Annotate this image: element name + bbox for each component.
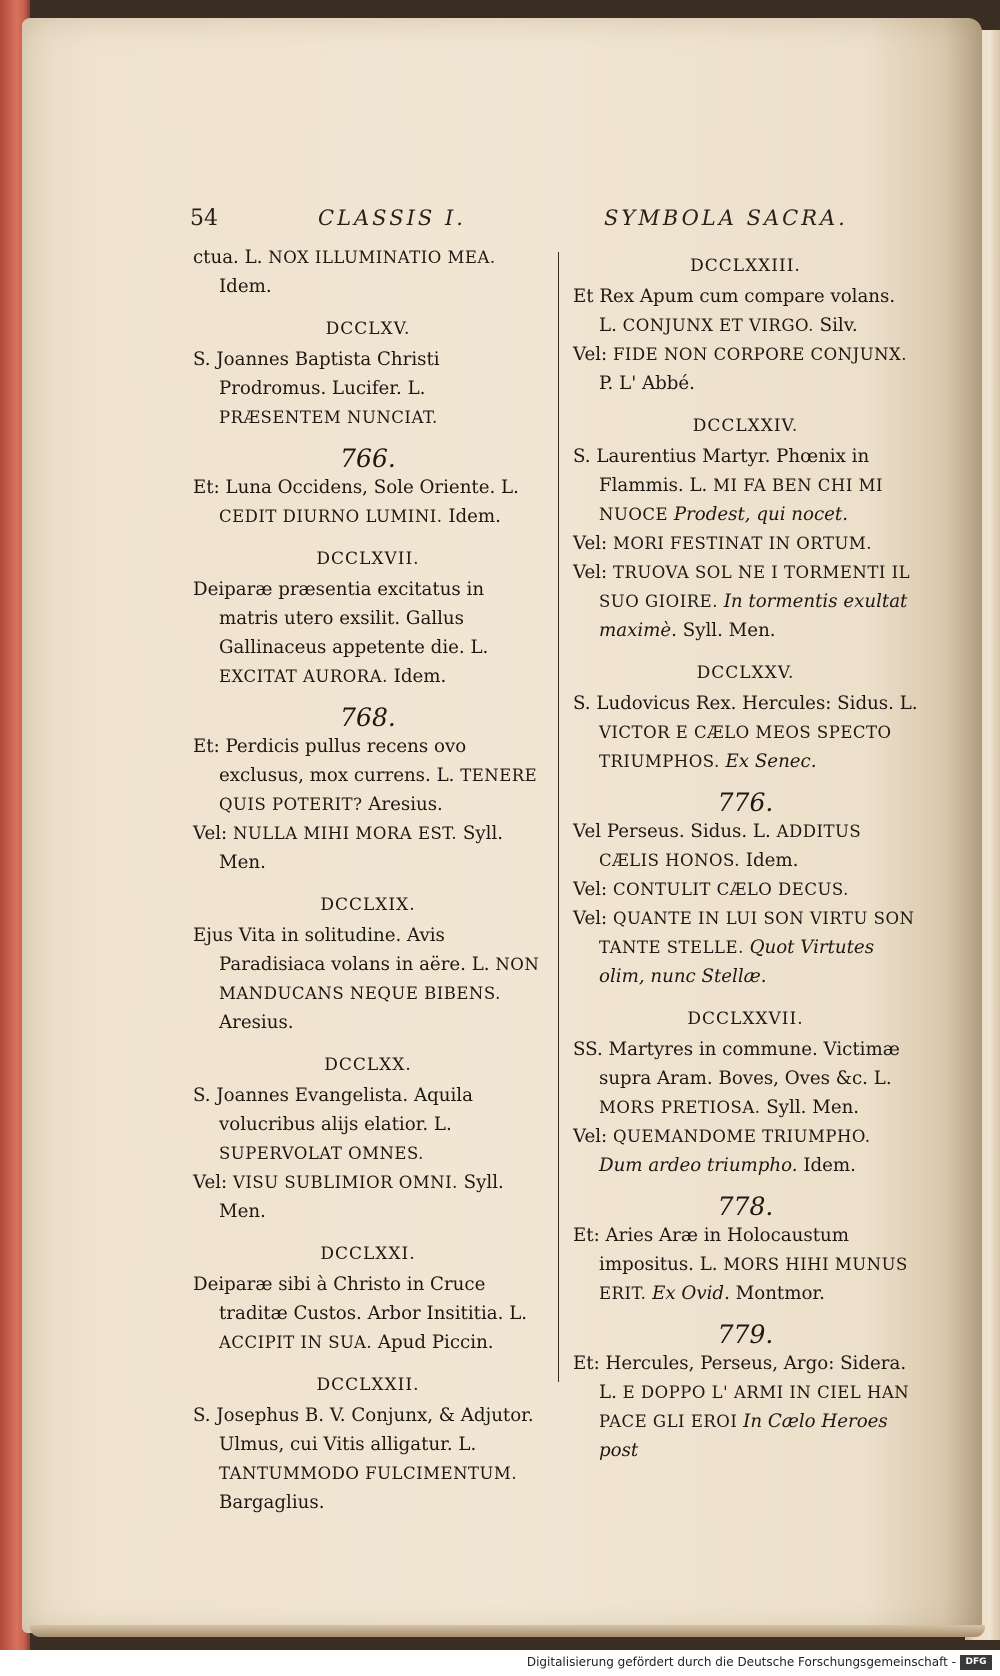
entry-text xyxy=(573,282,918,340)
dfg-logo: DFG xyxy=(960,1655,992,1670)
column-divider xyxy=(558,252,559,1382)
italic-translation: Ex Ovid. xyxy=(652,1283,730,1304)
entry-text xyxy=(193,732,543,819)
italic-translation: Prodest, qui nocet. xyxy=(673,504,848,525)
entry-number: DCCLXXIII. xyxy=(690,256,801,276)
entry-text xyxy=(573,1349,918,1465)
entry-text xyxy=(193,473,543,531)
motto: NOX ILLUMINATIO MEA. xyxy=(268,248,496,267)
entry-text xyxy=(573,904,918,991)
motto: CONJUNX ET VIRGO. xyxy=(622,316,814,335)
italic-translation: In tormentis exultat maximè. xyxy=(599,591,908,641)
entry-number: DCCLXVII. xyxy=(316,549,420,569)
entry-text xyxy=(573,1221,918,1308)
description: Vel: xyxy=(573,1126,613,1147)
description: Vel: xyxy=(573,562,613,583)
description: Vel Perseus. Sidus. L. xyxy=(573,821,777,842)
page-bottom-edge xyxy=(30,1625,985,1637)
description: Et: Luna Occidens, Sole Oriente. L. xyxy=(193,477,519,498)
motto: NON MANDUCANS NEQUE BIBENS. xyxy=(219,955,540,1003)
entry-number: DCCLXV. xyxy=(325,319,411,339)
motto: QUEMANDOME TRIUMPHO. xyxy=(612,1127,871,1146)
description: SS. Martyres in commune. Victimæ supra Aram. Boves, Oves &c. L. xyxy=(573,1039,900,1089)
description: S. Ludovicus Rex. Hercules: Sidus. L. xyxy=(573,693,918,714)
description: S. Joannes Baptista Christi Prodromus. Lucifer. L. xyxy=(193,349,440,399)
entry-text xyxy=(573,1035,918,1122)
motto: CEDIT DIURNO LUMINI. xyxy=(219,507,443,526)
motto: TANTUMMODO FULCIMENTUM. xyxy=(219,1464,518,1483)
description: Syll. Men. xyxy=(676,620,776,641)
description: S. Laurentius Martyr. Phœnix in Flammis. L. xyxy=(573,446,870,496)
entry-number: DCCLXXV. xyxy=(696,663,795,683)
motto: VISU SUBLIMIOR OMNI. xyxy=(232,1173,458,1192)
page-number: 54 xyxy=(190,206,218,231)
italic-translation: In Cælo Heroes post xyxy=(599,1411,888,1461)
description: S. Joannes Evangelista. Aquila volucribus alijs elatior. L. xyxy=(193,1085,473,1135)
motto: E DOPPO L' ARMI IN CIEL HAN PACE GLI EROI xyxy=(599,1383,910,1431)
entry-text xyxy=(193,1168,543,1226)
description: Et: Hercules, Perseus, Argo: Sidera. L. xyxy=(573,1353,907,1403)
description: Deiparæ sibi à Christo in Cruce traditæ Custos. Arbor Insititia. L. xyxy=(193,1274,528,1324)
entry-text xyxy=(573,442,918,529)
entry-number: DCCLXIX. xyxy=(320,895,416,915)
motto: ACCIPIT IN SUA. xyxy=(219,1333,373,1352)
entry-text xyxy=(193,575,543,691)
description: Syll. Men. xyxy=(760,1097,860,1118)
entry-text xyxy=(193,1270,543,1357)
italic-translation: Ex Senec. xyxy=(725,751,817,772)
description: Vel: xyxy=(573,879,613,900)
entry-text xyxy=(193,921,543,1037)
italic-translation: Dum ardeo triumpho. xyxy=(599,1155,798,1176)
motto: PRÆSENTEM NUNCIAT. xyxy=(219,408,438,427)
motto: QUANTE IN LUI SON VIRTU SON TANTE STELLE. xyxy=(599,909,915,957)
entry-number: DCCLXXI. xyxy=(320,1244,416,1264)
description: Vel: xyxy=(573,344,613,365)
motto: MORS HIHI MUNUS ERIT. xyxy=(599,1255,908,1303)
description: Deiparæ præsentia excitatus in matris utero exsilit. Gallus Gallinaceus appetente die. L. xyxy=(193,579,489,658)
description: ctua. L. xyxy=(193,247,269,268)
motto: MI FA BEN CHI MI NUOCE xyxy=(599,476,883,524)
italic-translation: Quot Virtutes olim, nunc Stellæ. xyxy=(599,937,875,987)
entry-text xyxy=(193,345,543,432)
entry-text xyxy=(573,340,918,398)
running-head-left: CLASSIS I. xyxy=(318,206,466,230)
entry-text xyxy=(573,529,918,558)
description: Aresius. xyxy=(219,1012,294,1033)
description: Idem. xyxy=(740,850,799,871)
footer-bar xyxy=(0,1650,1000,1676)
entry-number: DCCLXXVII. xyxy=(687,1009,804,1029)
description: Aresius. xyxy=(362,794,443,815)
description: Idem. xyxy=(387,666,447,687)
motto: SUPERVOLAT OMNES. xyxy=(219,1144,424,1163)
motto: MORS PRETIOSA. xyxy=(599,1098,761,1117)
motto: CONTULIT CÆLO DECUS. xyxy=(612,880,849,899)
description: Montmor. xyxy=(729,1283,825,1304)
entry-figure-number: 766. xyxy=(340,444,396,473)
description: Vel: xyxy=(193,823,233,844)
description: Vel: xyxy=(573,533,613,554)
entry-text xyxy=(573,558,918,645)
right-text-column xyxy=(573,238,918,1465)
description: P. L' Abbé. xyxy=(599,373,695,394)
entry-figure-number: 776. xyxy=(717,788,774,817)
motto: TENERE QUIS POTERIT? xyxy=(219,766,538,814)
description: Et Rex Apum cum compare volans. L. xyxy=(573,286,896,336)
entry-text xyxy=(573,1122,918,1180)
description: Vel: xyxy=(573,908,613,929)
description: Syll. Men. xyxy=(219,1172,504,1222)
entry-text xyxy=(193,1401,543,1517)
entry-number: DCCLXXIV. xyxy=(692,416,799,436)
motto: EXCITAT AURORA. xyxy=(219,667,388,686)
entry-text xyxy=(193,819,543,877)
entry-figure-number: 768. xyxy=(340,703,396,732)
entry-text xyxy=(573,875,918,904)
description: Et: Aries Aræ in Holocaustum impositus. L. xyxy=(573,1225,849,1275)
entry-number: DCCLXX. xyxy=(324,1055,412,1075)
description: Apud Piccin. xyxy=(372,1332,494,1353)
description: Bargaglius. xyxy=(219,1492,325,1513)
description: S. Josephus B. V. Conjunx, & Adjutor. Ulmus, cui Vitis alligatur. L. xyxy=(193,1405,534,1455)
motto: FIDE NON CORPORE CONJUNX. xyxy=(612,345,908,364)
description: Vel: xyxy=(193,1172,233,1193)
description: Idem. xyxy=(219,276,272,297)
description: Ejus Vita in solitudine. Avis Paradisiaca volans in aëre. L. xyxy=(193,925,496,975)
entry-figure-number: 779. xyxy=(717,1320,774,1349)
motto: TRUOVA SOL NE I TORMENTI IL SUO GIOIRE. xyxy=(599,563,911,611)
left-text-column xyxy=(193,243,543,1517)
running-head-right: SYMBOLA SACRA. xyxy=(604,206,848,230)
motto: MORI FESTINAT IN ORTUM. xyxy=(612,534,872,553)
entry-text xyxy=(193,1081,543,1168)
motto: VICTOR E CÆLO MEOS SPECTO TRIUMPHOS. xyxy=(599,723,892,771)
description: Idem. xyxy=(442,506,501,527)
entry-figure-number: 778. xyxy=(717,1192,774,1221)
entry-number: DCCLXXII. xyxy=(316,1375,420,1395)
description: Idem. xyxy=(797,1155,856,1176)
description: Silv. xyxy=(813,315,858,336)
motto: NULLA MIHI MORA EST. xyxy=(232,824,458,843)
entry-text xyxy=(193,243,543,301)
description: Syll. Men. xyxy=(219,823,504,873)
description: Et: Perdicis pullus recens ovo exclusus, mox currens. L. xyxy=(193,736,467,786)
entry-text xyxy=(573,689,918,776)
motto: ADDITUS CÆLIS HONOS. xyxy=(599,822,862,870)
entry-text xyxy=(573,817,918,875)
funding-credit: Digitalisierung gefördert durch die Deutsche Forschungsgemeinschaft - xyxy=(526,1655,956,1669)
